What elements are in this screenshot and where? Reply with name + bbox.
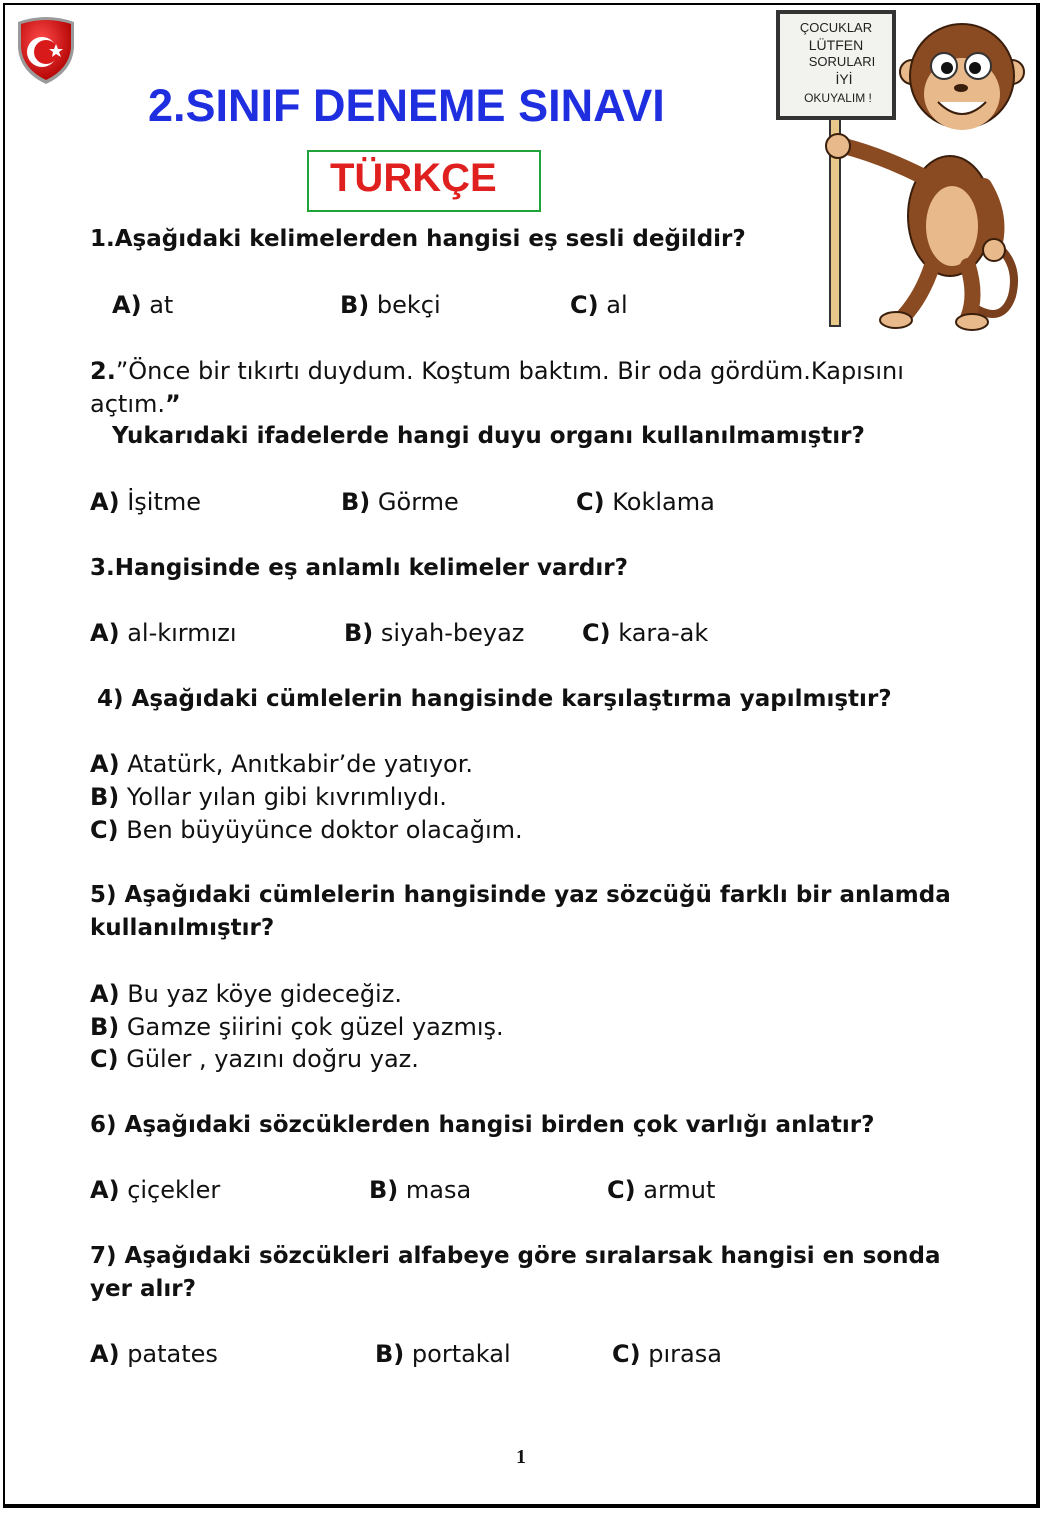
- q6-option-a-text: çiçekler: [127, 1176, 221, 1204]
- q1-option-b-label: B): [340, 291, 370, 319]
- q6-option-c: [607, 1176, 715, 1204]
- q6-option-a: [90, 1176, 220, 1204]
- q4-option-a: [90, 750, 473, 778]
- q1-option-b: [340, 291, 441, 319]
- sign-line-4: İYİ: [835, 71, 853, 87]
- q7-option-c-label: C): [612, 1340, 641, 1368]
- q3-option-c-text: kara-ak: [618, 619, 709, 647]
- q2-option-a: [90, 488, 201, 516]
- q7-option-b-label: B): [375, 1340, 405, 1368]
- q4-option-c-text: Ben büyüyünce doktor olacağım.: [126, 816, 523, 844]
- sign-line-5: OKUYALIM !: [804, 91, 872, 105]
- exam-title: 2.SINIF DENEME SINAVI: [148, 80, 665, 131]
- q3-option-a-label: A): [90, 619, 120, 647]
- q7-option-c: [612, 1340, 722, 1368]
- q2-option-c-label: C): [576, 488, 605, 516]
- monkey-with-sign-illustration: [772, 6, 1030, 336]
- question-3: 3.Hangisinde eş anlamlı kelimeler vardır?: [90, 555, 628, 581]
- q5-option-a-label: A): [90, 980, 120, 1008]
- question-2-quote-line-2: [90, 390, 181, 418]
- question-5-line-1: 5) Aşağıdaki cümlelerin hangisinde yaz sözcüğü farklı bir anlamda: [90, 882, 951, 908]
- question-7-line-1: 7) Aşağıdaki sözcükleri alfabeye göre sıralarsak hangisi en sonda: [90, 1243, 941, 1269]
- q5-option-b-label: B): [90, 1013, 120, 1041]
- q5-option-a: [90, 980, 402, 1008]
- q5-option-a-text: Bu yaz köye gideceğiz.: [127, 980, 402, 1008]
- q2-option-c: [576, 488, 715, 516]
- q5-option-b-text: Gamze şiirini çok güzel yazmış.: [126, 1013, 504, 1041]
- question-5-line-2: kullanılmıştır?: [90, 915, 275, 941]
- question-4: 4) Aşağıdaki cümlelerin hangisinde karşılaştırma yapılmıştır?: [97, 686, 892, 712]
- q4-option-a-label: A): [90, 750, 120, 778]
- q2-option-a-text: İşitme: [127, 488, 201, 516]
- q4-option-c-label: C): [90, 816, 119, 844]
- q1-option-a-label: A): [112, 291, 142, 319]
- q5-option-c: [90, 1045, 419, 1073]
- q2-quote-1: ”Önce bir tıkırtı duydum. Koştum baktım. Bir oda gördüm.Kapısını: [115, 357, 904, 385]
- q6-option-a-label: A): [90, 1176, 120, 1204]
- q3-option-b-label: B): [344, 619, 374, 647]
- q4-option-c: [90, 816, 523, 844]
- q2-option-b-text: Görme: [377, 488, 459, 516]
- q2-option-b: [341, 488, 459, 516]
- q7-option-c-text: pırasa: [648, 1340, 722, 1368]
- q4-option-b-label: B): [90, 783, 120, 811]
- q3-option-b: [344, 619, 524, 647]
- sign-line-3: SORULARI: [808, 54, 876, 69]
- q3-option-a-text: al-kırmızı: [127, 619, 237, 647]
- q6-option-b-text: masa: [405, 1176, 472, 1204]
- q2-number: 2.: [90, 357, 116, 385]
- q3-option-a: [90, 619, 237, 647]
- subject-label: TÜRKÇE: [330, 156, 497, 200]
- q7-option-a-label: A): [90, 1340, 120, 1368]
- q2-option-b-label: B): [341, 488, 371, 516]
- q7-option-b-text: portakal: [411, 1340, 511, 1368]
- q6-option-b: [369, 1176, 471, 1204]
- sign-line-1: ÇOCUKLAR: [799, 20, 873, 35]
- q3-option-c: [582, 619, 708, 647]
- q3-option-c-label: C): [582, 619, 611, 647]
- q4-option-b: [90, 783, 447, 811]
- q2-option-c-text: Koklama: [612, 488, 715, 516]
- page-number: 1: [516, 1446, 526, 1468]
- question-1: 1.Aşağıdaki kelimelerden hangisi eş sesli değildir?: [90, 226, 746, 252]
- q6-option-c-text: armut: [643, 1176, 716, 1204]
- q4-option-b-text: Yollar yılan gibi kıvrımlıydı.: [126, 783, 447, 811]
- q6-option-b-label: B): [369, 1176, 399, 1204]
- turkish-flag-shield-logo: [12, 14, 80, 86]
- question-6: 6) Aşağıdaki sözcüklerden hangisi birden çok varlığı anlatır?: [90, 1112, 875, 1138]
- q1-option-c: [570, 291, 628, 319]
- q3-option-b-text: siyah-beyaz: [380, 619, 525, 647]
- q6-option-c-label: C): [607, 1176, 636, 1204]
- q4-option-a-text: Atatürk, Anıtkabir’de yatıyor.: [127, 750, 474, 778]
- q1-option-a-text: at: [149, 291, 174, 319]
- q5-option-c-label: C): [90, 1045, 119, 1073]
- question-2: Yukarıdaki ifadelerde hangi duyu organı kullanılmamıştır?: [112, 423, 865, 449]
- q2-quote-2: açtım.: [90, 390, 165, 418]
- q2-option-a-label: A): [90, 488, 120, 516]
- q7-option-a: [90, 1340, 218, 1368]
- sign-line-2: LÜTFEN: [808, 37, 864, 53]
- q1-option-c-text: al: [606, 291, 628, 319]
- q5-option-b: [90, 1013, 504, 1041]
- q7-option-a-text: patates: [127, 1340, 218, 1368]
- q7-option-b: [375, 1340, 511, 1368]
- q2-quote-close: ”: [165, 390, 181, 418]
- q1-option-a: [112, 291, 173, 319]
- q5-option-c-text: Güler , yazını doğru yaz.: [126, 1045, 419, 1073]
- q1-option-c-label: C): [570, 291, 599, 319]
- question-2-quote-line-1: [90, 357, 904, 385]
- question-7-line-2: yer alır?: [90, 1276, 196, 1302]
- q1-option-b-text: bekçi: [376, 291, 441, 319]
